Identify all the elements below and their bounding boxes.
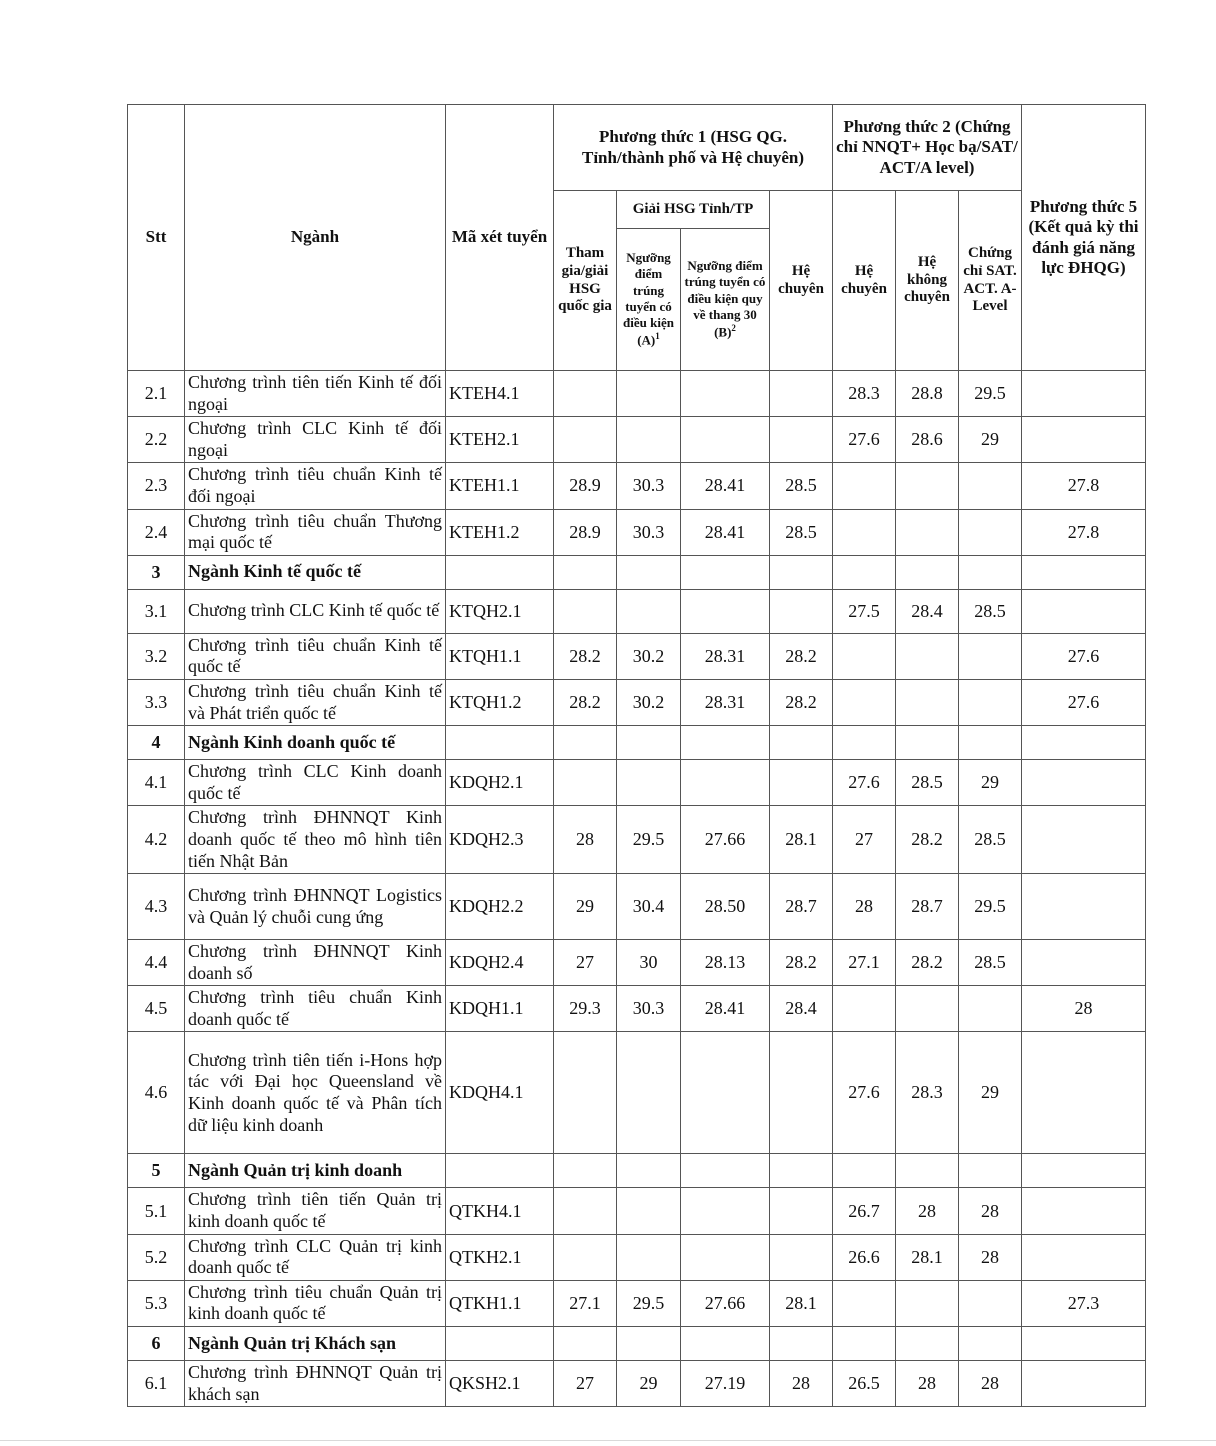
group-row bbox=[128, 555, 1146, 589]
score-cell: 28.5 bbox=[959, 940, 1022, 986]
score-cell: 28.9 bbox=[554, 509, 617, 555]
program-name-cell: Chương trình tiên tiến i-Hons hợp tác với Đại học Queensland về Kinh doanh quốc tế và Phân tích dữ liệu kinh doanh bbox=[185, 1032, 446, 1154]
table-row bbox=[128, 633, 1146, 679]
score-cell bbox=[833, 509, 896, 555]
program-name-cell: Chương trình tiêu chuẩn Kinh doanh quốc tế bbox=[185, 986, 446, 1032]
score-cell bbox=[896, 1280, 959, 1326]
score-cell: 29 bbox=[959, 417, 1022, 463]
score-cell: 27.19 bbox=[681, 1361, 770, 1407]
stt-cell: 6 bbox=[128, 1327, 185, 1361]
stt-cell: 4.4 bbox=[128, 940, 185, 986]
empty-cell bbox=[896, 555, 959, 589]
stt-cell: 4.2 bbox=[128, 806, 185, 874]
score-cell: 28.1 bbox=[896, 1234, 959, 1280]
empty-cell bbox=[959, 726, 1022, 760]
table-row bbox=[128, 806, 1146, 874]
header-nguong-a-text: Ngưỡng điểm trúng tuyển có điều kiện (A) bbox=[623, 250, 674, 348]
score-cell: 28 bbox=[554, 806, 617, 874]
score-cell bbox=[617, 1234, 681, 1280]
empty-cell bbox=[554, 726, 617, 760]
score-cell: 28 bbox=[1022, 986, 1146, 1032]
score-cell: 28.2 bbox=[770, 633, 833, 679]
table-row bbox=[128, 371, 1146, 417]
header-he-chuyen-pt2: Hệ chuyên bbox=[833, 191, 896, 371]
stt-cell: 5.3 bbox=[128, 1280, 185, 1326]
program-name-cell: Chương trình tiêu chuẩn Thương mại quốc tế bbox=[185, 509, 446, 555]
score-cell: 28.4 bbox=[896, 589, 959, 633]
empty-cell bbox=[833, 1154, 896, 1188]
score-cell bbox=[681, 589, 770, 633]
header-ma-xet-tuyen: Mã xét tuyển bbox=[446, 105, 554, 371]
program-code-cell: KTQH2.1 bbox=[446, 589, 554, 633]
program-name-cell: Chương trình ĐHNNQT Kinh doanh quốc tế theo mô hình tiên tiến Nhật Bản bbox=[185, 806, 446, 874]
program-name-cell: Chương trình CLC Kinh tế đối ngoại bbox=[185, 417, 446, 463]
program-name-cell: Chương trình tiêu chuẩn Kinh tế đối ngoại bbox=[185, 463, 446, 509]
empty-cell bbox=[1022, 555, 1146, 589]
score-cell bbox=[959, 633, 1022, 679]
empty-cell bbox=[770, 1154, 833, 1188]
score-cell: 27.66 bbox=[681, 806, 770, 874]
program-code-cell: KDQH1.1 bbox=[446, 986, 554, 1032]
table-row bbox=[128, 940, 1146, 986]
score-cell bbox=[681, 417, 770, 463]
score-cell: 28.50 bbox=[681, 874, 770, 940]
stt-cell: 2.1 bbox=[128, 371, 185, 417]
table-row bbox=[128, 1234, 1146, 1280]
score-cell bbox=[1022, 1188, 1146, 1234]
header-nguong-b-text: Ngưỡng điểm trúng tuyển có điều kiện quy về thang 30 (B) bbox=[684, 258, 766, 340]
empty-cell bbox=[681, 726, 770, 760]
score-cell: 27.6 bbox=[833, 1032, 896, 1154]
score-cell: 29.5 bbox=[617, 806, 681, 874]
score-cell: 28.2 bbox=[554, 679, 617, 725]
program-name-cell: Chương trình tiêu chuẩn Kinh tế và Phát triển quốc tế bbox=[185, 679, 446, 725]
score-cell: 28.2 bbox=[554, 633, 617, 679]
score-cell: 28 bbox=[959, 1234, 1022, 1280]
score-cell bbox=[681, 1234, 770, 1280]
score-cell bbox=[1022, 806, 1146, 874]
score-cell: 28 bbox=[833, 874, 896, 940]
program-code-cell: KDQH4.1 bbox=[446, 1032, 554, 1154]
score-cell bbox=[959, 986, 1022, 1032]
score-cell bbox=[554, 1188, 617, 1234]
score-cell: 26.7 bbox=[833, 1188, 896, 1234]
score-cell: 29.5 bbox=[959, 874, 1022, 940]
score-cell bbox=[896, 986, 959, 1032]
stt-cell: 4.1 bbox=[128, 760, 185, 806]
score-cell: 28 bbox=[896, 1361, 959, 1407]
header-tham-gia-hsg: Tham gia/giải HSG quốc gia bbox=[554, 191, 617, 371]
header-phuong-thuc-5: Phương thức 5 (Kết quả kỳ thi đánh giá năng lực ĐHQG) bbox=[1022, 105, 1146, 371]
stt-cell: 5.1 bbox=[128, 1188, 185, 1234]
header-nguong-a bbox=[617, 229, 681, 371]
program-code-cell: KDQH2.4 bbox=[446, 940, 554, 986]
score-cell: 30.3 bbox=[617, 509, 681, 555]
score-cell bbox=[770, 589, 833, 633]
group-name-cell: Ngành Kinh tế quốc tế bbox=[185, 555, 446, 589]
score-cell bbox=[959, 463, 1022, 509]
score-cell: 28.4 bbox=[770, 986, 833, 1032]
program-code-cell: QKSH2.1 bbox=[446, 1361, 554, 1407]
score-cell: 27.1 bbox=[833, 940, 896, 986]
stt-cell: 4.5 bbox=[128, 986, 185, 1032]
empty-cell bbox=[1022, 1327, 1146, 1361]
empty-cell bbox=[446, 726, 554, 760]
score-cell: 28.41 bbox=[681, 986, 770, 1032]
empty-cell bbox=[617, 1327, 681, 1361]
score-cell bbox=[617, 1188, 681, 1234]
score-cell bbox=[1022, 760, 1146, 806]
program-name-cell: Chương trình tiêu chuẩn Kinh tế quốc tế bbox=[185, 633, 446, 679]
score-cell: 28.2 bbox=[896, 806, 959, 874]
score-cell: 28.6 bbox=[896, 417, 959, 463]
score-cell bbox=[1022, 940, 1146, 986]
empty-cell bbox=[446, 1327, 554, 1361]
score-cell: 28 bbox=[770, 1361, 833, 1407]
score-cell: 27 bbox=[554, 1361, 617, 1407]
table-row bbox=[128, 679, 1146, 725]
table-body bbox=[128, 371, 1146, 1407]
header-phuong-thuc-1: Phương thức 1 (HSG QG. Tỉnh/thành phố và Hệ chuyên) bbox=[554, 105, 833, 191]
empty-cell bbox=[617, 726, 681, 760]
score-cell bbox=[770, 760, 833, 806]
stt-cell: 5.2 bbox=[128, 1234, 185, 1280]
table-row bbox=[128, 589, 1146, 633]
score-cell bbox=[1022, 371, 1146, 417]
score-cell: 27.8 bbox=[1022, 463, 1146, 509]
score-cell bbox=[681, 1032, 770, 1154]
program-name-cell: Chương trình ĐHNNQT Quản trị khách sạn bbox=[185, 1361, 446, 1407]
empty-cell bbox=[770, 1327, 833, 1361]
score-cell: 29 bbox=[959, 1032, 1022, 1154]
score-cell bbox=[833, 633, 896, 679]
program-code-cell: KTEH1.1 bbox=[446, 463, 554, 509]
score-cell: 28.5 bbox=[770, 463, 833, 509]
table-row bbox=[128, 463, 1146, 509]
program-code-cell: KTQH1.2 bbox=[446, 679, 554, 725]
stt-cell: 2.3 bbox=[128, 463, 185, 509]
score-cell: 26.6 bbox=[833, 1234, 896, 1280]
score-cell: 27.5 bbox=[833, 589, 896, 633]
empty-cell bbox=[554, 1154, 617, 1188]
empty-cell bbox=[1022, 1154, 1146, 1188]
score-cell bbox=[833, 986, 896, 1032]
score-cell bbox=[554, 589, 617, 633]
score-cell: 29.5 bbox=[617, 1280, 681, 1326]
empty-cell bbox=[959, 1154, 1022, 1188]
program-code-cell: KDQH2.3 bbox=[446, 806, 554, 874]
empty-cell bbox=[554, 1327, 617, 1361]
score-cell bbox=[833, 463, 896, 509]
empty-cell bbox=[681, 555, 770, 589]
score-cell: 27 bbox=[554, 940, 617, 986]
score-cell bbox=[770, 417, 833, 463]
score-cell bbox=[1022, 1361, 1146, 1407]
score-cell: 28 bbox=[896, 1188, 959, 1234]
score-cell: 30.3 bbox=[617, 463, 681, 509]
program-name-cell: Chương trình tiêu chuẩn Quản trị kinh doanh quốc tế bbox=[185, 1280, 446, 1326]
score-cell: 28.8 bbox=[896, 371, 959, 417]
stt-cell: 2.2 bbox=[128, 417, 185, 463]
empty-cell bbox=[959, 555, 1022, 589]
stt-cell: 3 bbox=[128, 555, 185, 589]
score-cell: 29.5 bbox=[959, 371, 1022, 417]
stt-cell: 3.2 bbox=[128, 633, 185, 679]
score-cell: 28.1 bbox=[770, 1280, 833, 1326]
score-cell: 29 bbox=[554, 874, 617, 940]
program-name-cell: Chương trình CLC Quản trị kinh doanh quốc tế bbox=[185, 1234, 446, 1280]
score-cell: 28.2 bbox=[770, 940, 833, 986]
score-cell: 28.2 bbox=[896, 940, 959, 986]
empty-cell bbox=[1022, 726, 1146, 760]
table-row bbox=[128, 874, 1146, 940]
score-cell bbox=[617, 1032, 681, 1154]
score-cell bbox=[681, 1188, 770, 1234]
program-name-cell: Chương trình tiên tiến Quản trị kinh doanh quốc tế bbox=[185, 1188, 446, 1234]
group-row bbox=[128, 1154, 1146, 1188]
score-cell bbox=[681, 371, 770, 417]
stt-cell: 2.4 bbox=[128, 509, 185, 555]
program-code-cell: KDQH2.1 bbox=[446, 760, 554, 806]
score-cell bbox=[617, 760, 681, 806]
score-cell: 27.1 bbox=[554, 1280, 617, 1326]
score-cell: 28.3 bbox=[896, 1032, 959, 1154]
program-code-cell: KTEH1.2 bbox=[446, 509, 554, 555]
score-cell: 30 bbox=[617, 940, 681, 986]
score-cell: 30.2 bbox=[617, 679, 681, 725]
empty-cell bbox=[833, 1327, 896, 1361]
score-cell: 28.5 bbox=[896, 760, 959, 806]
score-cell bbox=[959, 679, 1022, 725]
score-cell bbox=[681, 760, 770, 806]
empty-cell bbox=[617, 1154, 681, 1188]
stt-cell: 5 bbox=[128, 1154, 185, 1188]
score-cell bbox=[554, 417, 617, 463]
score-cell bbox=[617, 371, 681, 417]
score-cell bbox=[554, 371, 617, 417]
program-code-cell: QTKH4.1 bbox=[446, 1188, 554, 1234]
score-cell bbox=[896, 509, 959, 555]
table-row bbox=[128, 1188, 1146, 1234]
score-cell: 30.2 bbox=[617, 633, 681, 679]
score-cell: 26.5 bbox=[833, 1361, 896, 1407]
empty-cell bbox=[959, 1327, 1022, 1361]
score-cell bbox=[1022, 874, 1146, 940]
score-cell bbox=[554, 760, 617, 806]
score-cell: 27.6 bbox=[833, 760, 896, 806]
header-giai-hsg-tinh: Giải HSG Tỉnh/TP bbox=[617, 191, 770, 229]
program-name-cell: Chương trình ĐHNNQT Kinh doanh số bbox=[185, 940, 446, 986]
program-code-cell: QTKH1.1 bbox=[446, 1280, 554, 1326]
empty-cell bbox=[833, 726, 896, 760]
score-cell: 27.3 bbox=[1022, 1280, 1146, 1326]
stt-cell: 4.3 bbox=[128, 874, 185, 940]
score-cell bbox=[833, 1280, 896, 1326]
score-cell bbox=[896, 679, 959, 725]
score-cell: 29 bbox=[617, 1361, 681, 1407]
table-row bbox=[128, 509, 1146, 555]
table-row bbox=[128, 1361, 1146, 1407]
group-name-cell: Ngành Quản trị Khách sạn bbox=[185, 1327, 446, 1361]
stt-cell: 4 bbox=[128, 726, 185, 760]
score-cell: 27.6 bbox=[833, 417, 896, 463]
score-cell: 27 bbox=[833, 806, 896, 874]
score-cell: 27.6 bbox=[1022, 679, 1146, 725]
score-cell: 28.5 bbox=[959, 806, 1022, 874]
empty-cell bbox=[681, 1154, 770, 1188]
stt-cell: 3.3 bbox=[128, 679, 185, 725]
score-cell: 28.41 bbox=[681, 509, 770, 555]
table-row bbox=[128, 986, 1146, 1032]
stt-cell: 6.1 bbox=[128, 1361, 185, 1407]
program-code-cell: KTEH4.1 bbox=[446, 371, 554, 417]
score-cell bbox=[1022, 417, 1146, 463]
score-cell bbox=[770, 1234, 833, 1280]
header-he-chuyen-pt1: Hệ chuyên bbox=[770, 191, 833, 371]
score-cell: 28.41 bbox=[681, 463, 770, 509]
page-bottom-divider bbox=[0, 1440, 1216, 1441]
score-cell bbox=[770, 371, 833, 417]
empty-cell bbox=[833, 555, 896, 589]
empty-cell bbox=[554, 555, 617, 589]
header-stt: Stt bbox=[128, 105, 185, 371]
score-cell: 30.3 bbox=[617, 986, 681, 1032]
table-row bbox=[128, 1032, 1146, 1154]
score-cell: 28.1 bbox=[770, 806, 833, 874]
score-cell bbox=[959, 1280, 1022, 1326]
score-cell: 30.4 bbox=[617, 874, 681, 940]
table-row bbox=[128, 417, 1146, 463]
header-nguong-b-footnote: 2 bbox=[731, 323, 736, 334]
empty-cell bbox=[446, 1154, 554, 1188]
score-cell: 29.3 bbox=[554, 986, 617, 1032]
program-name-cell: Chương trình tiên tiến Kinh tế đối ngoại bbox=[185, 371, 446, 417]
group-name-cell: Ngành Quản trị kinh doanh bbox=[185, 1154, 446, 1188]
header-nganh: Ngành bbox=[185, 105, 446, 371]
score-cell: 28.13 bbox=[681, 940, 770, 986]
program-name-cell: Chương trình CLC Kinh doanh quốc tế bbox=[185, 760, 446, 806]
score-cell bbox=[959, 509, 1022, 555]
admission-score-table bbox=[127, 104, 1146, 1407]
score-cell: 28.5 bbox=[770, 509, 833, 555]
score-cell: 28.7 bbox=[896, 874, 959, 940]
score-cell: 28.31 bbox=[681, 633, 770, 679]
score-cell bbox=[1022, 589, 1146, 633]
score-cell bbox=[1022, 1032, 1146, 1154]
program-code-cell: KDQH2.2 bbox=[446, 874, 554, 940]
score-cell: 28 bbox=[959, 1361, 1022, 1407]
score-cell bbox=[554, 1032, 617, 1154]
score-cell: 28 bbox=[959, 1188, 1022, 1234]
score-cell: 28.3 bbox=[833, 371, 896, 417]
score-cell: 27.8 bbox=[1022, 509, 1146, 555]
score-cell bbox=[896, 463, 959, 509]
header-chung-chi: Chứng chỉ SAT. ACT. A-Level bbox=[959, 191, 1022, 371]
program-code-cell: QTKH2.1 bbox=[446, 1234, 554, 1280]
score-cell: 29 bbox=[959, 760, 1022, 806]
score-cell: 28.7 bbox=[770, 874, 833, 940]
score-cell: 28.2 bbox=[770, 679, 833, 725]
score-cell bbox=[770, 1032, 833, 1154]
empty-cell bbox=[770, 555, 833, 589]
stt-cell: 4.6 bbox=[128, 1032, 185, 1154]
score-cell: 27.6 bbox=[1022, 633, 1146, 679]
score-cell: 28.5 bbox=[959, 589, 1022, 633]
empty-cell bbox=[770, 726, 833, 760]
empty-cell bbox=[681, 1327, 770, 1361]
score-cell: 28.31 bbox=[681, 679, 770, 725]
stt-cell: 3.1 bbox=[128, 589, 185, 633]
score-cell bbox=[896, 633, 959, 679]
header-phuong-thuc-2: Phương thức 2 (Chứng chỉ NNQT+ Học bạ/SAT/ ACT/A level) bbox=[833, 105, 1022, 191]
header-nguong-a-footnote: 1 bbox=[655, 331, 660, 342]
score-cell bbox=[833, 679, 896, 725]
score-cell bbox=[1022, 1234, 1146, 1280]
group-row bbox=[128, 1327, 1146, 1361]
score-cell: 28.9 bbox=[554, 463, 617, 509]
empty-cell bbox=[896, 1154, 959, 1188]
empty-cell bbox=[896, 726, 959, 760]
group-name-cell: Ngành Kinh doanh quốc tế bbox=[185, 726, 446, 760]
table-row bbox=[128, 1280, 1146, 1326]
score-cell bbox=[617, 589, 681, 633]
program-code-cell: KTQH1.1 bbox=[446, 633, 554, 679]
empty-cell bbox=[896, 1327, 959, 1361]
score-cell bbox=[617, 417, 681, 463]
score-cell bbox=[770, 1188, 833, 1234]
program-name-cell: Chương trình ĐHNNQT Logistics và Quản lý chuỗi cung ứng bbox=[185, 874, 446, 940]
program-code-cell: KTEH2.1 bbox=[446, 417, 554, 463]
table-row bbox=[128, 760, 1146, 806]
empty-cell bbox=[446, 555, 554, 589]
score-cell bbox=[554, 1234, 617, 1280]
empty-cell bbox=[617, 555, 681, 589]
group-row bbox=[128, 726, 1146, 760]
score-cell: 27.66 bbox=[681, 1280, 770, 1326]
program-name-cell: Chương trình CLC Kinh tế quốc tế bbox=[185, 589, 446, 633]
header-he-khong-chuyen: Hệ không chuyên bbox=[896, 191, 959, 371]
header-nguong-b bbox=[681, 229, 770, 371]
